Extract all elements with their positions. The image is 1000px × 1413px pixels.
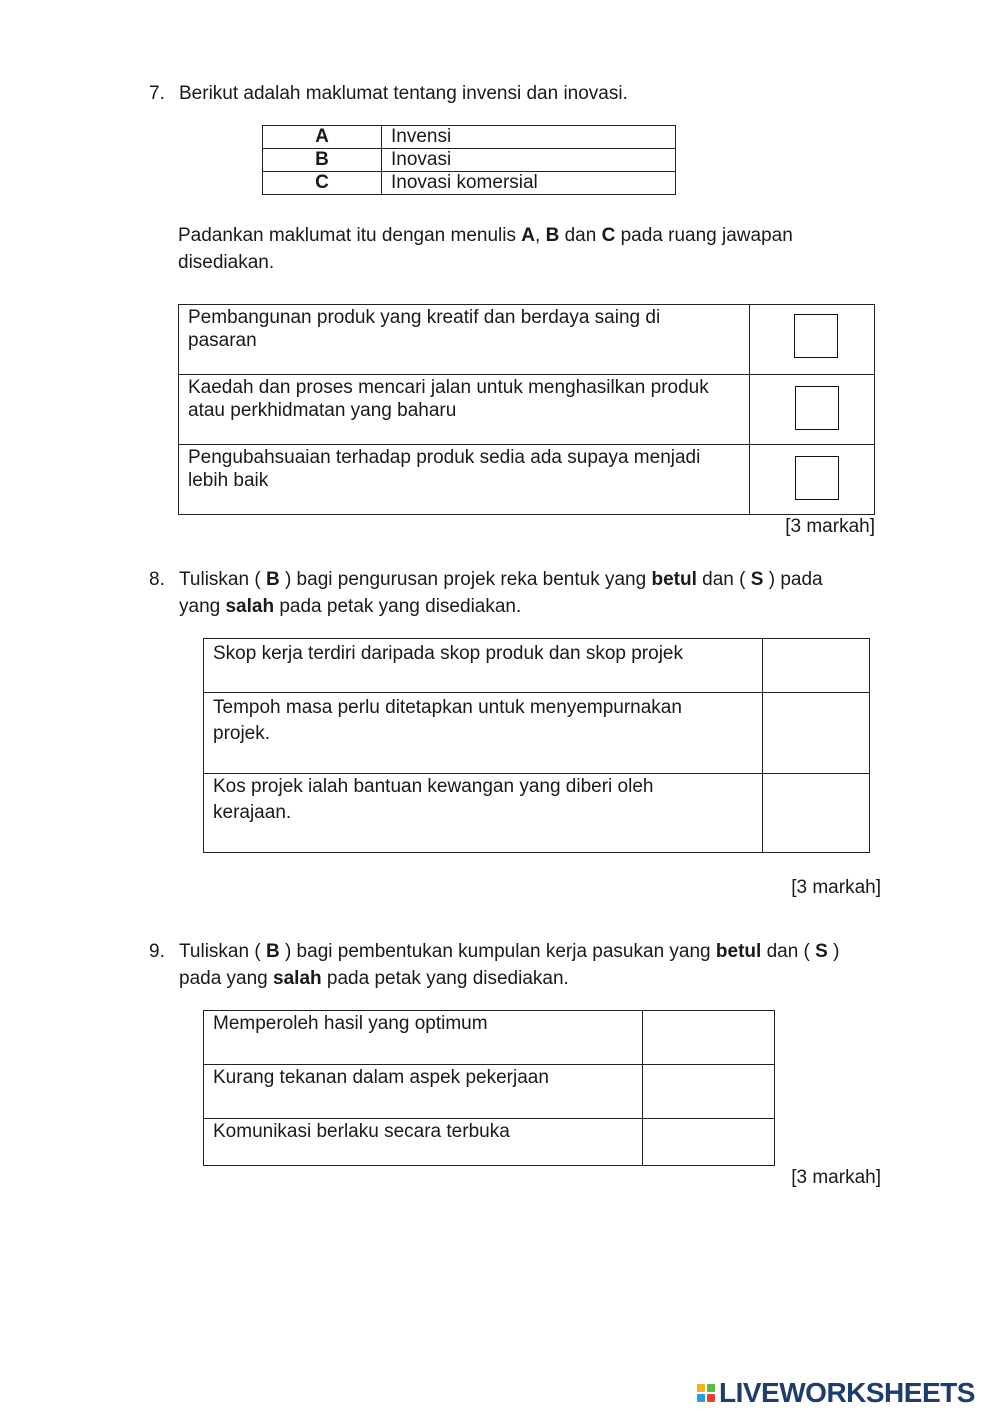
q7-instruction-text: Padankan maklumat itu dengan menulis bbox=[178, 225, 522, 246]
q7-legend-table bbox=[262, 125, 676, 195]
liveworksheets-grid-icon bbox=[697, 1384, 715, 1402]
table-row bbox=[204, 774, 870, 853]
q8-text: ) pada bbox=[763, 569, 823, 590]
q7-statement bbox=[179, 445, 750, 515]
q9-text: ) bbox=[827, 941, 840, 962]
q8-statement bbox=[204, 639, 763, 693]
legend-value: Inovasi komersial bbox=[382, 172, 676, 195]
q7-instruction-text: pada ruang jawapan bbox=[615, 225, 793, 246]
q7-instruction-text: , bbox=[535, 225, 546, 246]
statement-line: lebih baik bbox=[188, 470, 269, 491]
q8-text: Tuliskan ( bbox=[179, 569, 266, 590]
q9-question-line1 bbox=[179, 938, 839, 965]
legend-key: A bbox=[263, 126, 382, 149]
q8-number: 8. bbox=[149, 569, 165, 590]
table-row bbox=[204, 693, 870, 774]
q7-statement bbox=[179, 305, 750, 375]
legend-value: Invensi bbox=[382, 126, 676, 149]
logo-square bbox=[697, 1394, 705, 1402]
legend-row bbox=[263, 126, 676, 149]
table-row bbox=[179, 445, 875, 515]
q7-intro: Berikut adalah maklumat tentang invensi dan inovasi. bbox=[179, 83, 628, 104]
logo-square bbox=[707, 1394, 715, 1402]
q8-statement bbox=[204, 774, 763, 853]
statement-line: Kurang tekanan dalam aspek pekerjaan bbox=[213, 1067, 549, 1088]
q8-betul: betul bbox=[651, 569, 697, 590]
statement-line: Memperoleh hasil yang optimum bbox=[213, 1013, 488, 1034]
table-row bbox=[204, 1011, 775, 1065]
q8-salah: salah bbox=[225, 596, 275, 617]
q9-text: dan ( bbox=[761, 941, 816, 962]
statement-line: kerajaan. bbox=[213, 802, 292, 823]
legend-key: B bbox=[263, 149, 382, 172]
q9-statement bbox=[204, 1119, 643, 1166]
q9-text: ) bagi pembentukan kumpulan kerja pasukan yang bbox=[279, 941, 716, 962]
statement-line: projek. bbox=[213, 723, 271, 744]
q8-s: S bbox=[750, 569, 764, 590]
liveworksheets-logo bbox=[697, 1378, 975, 1408]
table-row bbox=[204, 639, 870, 693]
statement-line: Pembangunan produk yang kreatif dan berdaya saing di bbox=[188, 307, 661, 328]
q7-answer-cell bbox=[750, 305, 875, 375]
table-row bbox=[179, 305, 875, 375]
q9-s: S bbox=[815, 941, 828, 962]
q9-statement bbox=[204, 1011, 643, 1065]
q8-text: pada petak yang disediakan. bbox=[274, 596, 522, 617]
q8-text: dan ( bbox=[696, 569, 751, 590]
q7-answer-box[interactable] bbox=[794, 314, 838, 358]
q7-instruction-line2: disediakan. bbox=[178, 252, 275, 273]
q7-marks: [3 markah] bbox=[785, 516, 875, 537]
q7-answer-box[interactable] bbox=[795, 456, 839, 500]
q7-answer-cell bbox=[750, 445, 875, 515]
q8-statement bbox=[204, 693, 763, 774]
q7-number: 7. bbox=[149, 83, 165, 104]
table-row bbox=[179, 375, 875, 445]
q7-instruction-text: dan bbox=[559, 225, 602, 246]
q9-answer-cell[interactable] bbox=[643, 1119, 775, 1166]
q9-answer-cell[interactable] bbox=[643, 1011, 775, 1065]
q9-statement bbox=[204, 1065, 643, 1119]
legend-key: C bbox=[263, 172, 382, 195]
q9-text: pada yang bbox=[179, 968, 274, 989]
q7-answer-cell bbox=[750, 375, 875, 445]
legend-row bbox=[263, 149, 676, 172]
statement-line: atau perkhidmatan yang baharu bbox=[188, 400, 457, 421]
q9-text: Tuliskan ( bbox=[179, 941, 266, 962]
logo-square bbox=[697, 1384, 705, 1392]
q7-instruction-a: A bbox=[521, 225, 535, 246]
legend-value: Inovasi bbox=[382, 149, 676, 172]
q9-answer-cell[interactable] bbox=[643, 1065, 775, 1119]
q7-statement bbox=[179, 375, 750, 445]
statement-line: Pengubahsuaian terhadap produk sedia ada supaya menjadi bbox=[188, 447, 701, 468]
q7-answer-table bbox=[178, 304, 875, 515]
logo-text: LIVEWORKSHEETS bbox=[719, 1377, 975, 1408]
q8-question-line2 bbox=[179, 593, 521, 620]
statement-line: Kos projek ialah bantuan kewangan yang diberi oleh bbox=[213, 776, 654, 797]
q9-salah: salah bbox=[273, 968, 322, 989]
q8-answer-cell[interactable] bbox=[763, 639, 870, 693]
q8-answer-cell[interactable] bbox=[763, 693, 870, 774]
q7-answer-box[interactable] bbox=[795, 386, 839, 430]
q8-marks: [3 markah] bbox=[791, 877, 881, 898]
table-row bbox=[204, 1065, 775, 1119]
statement-line: Kaedah dan proses mencari jalan untuk menghasilkan produk bbox=[188, 377, 709, 398]
q8-text: yang bbox=[179, 596, 226, 617]
legend-row bbox=[263, 172, 676, 195]
logo-square bbox=[707, 1384, 715, 1392]
statement-line: Skop kerja terdiri daripada skop produk dan skop projek bbox=[213, 643, 683, 664]
q7-instruction-c: C bbox=[601, 225, 616, 246]
q9-number: 9. bbox=[149, 941, 165, 962]
q8-text: ) bagi pengurusan projek reka bentuk yang bbox=[279, 569, 652, 590]
table-row bbox=[204, 1119, 775, 1166]
q9-b: B bbox=[265, 941, 280, 962]
q9-marks: [3 markah] bbox=[791, 1167, 881, 1188]
q8-answer-cell[interactable] bbox=[763, 774, 870, 853]
statement-line: Komunikasi berlaku secara terbuka bbox=[213, 1121, 510, 1142]
q7-instruction-b: B bbox=[545, 225, 560, 246]
statement-line: Tempoh masa perlu ditetapkan untuk menyempurnakan bbox=[213, 697, 682, 718]
statement-line: pasaran bbox=[188, 330, 257, 351]
q9-text: pada petak yang disediakan. bbox=[321, 968, 569, 989]
q9-betul: betul bbox=[715, 941, 762, 962]
q8-question-line1 bbox=[179, 566, 823, 593]
q9-answer-table bbox=[203, 1010, 775, 1166]
q7-instruction bbox=[178, 222, 793, 249]
q8-b: B bbox=[265, 569, 280, 590]
q8-answer-table bbox=[203, 638, 870, 853]
q9-question-line2 bbox=[179, 965, 569, 992]
